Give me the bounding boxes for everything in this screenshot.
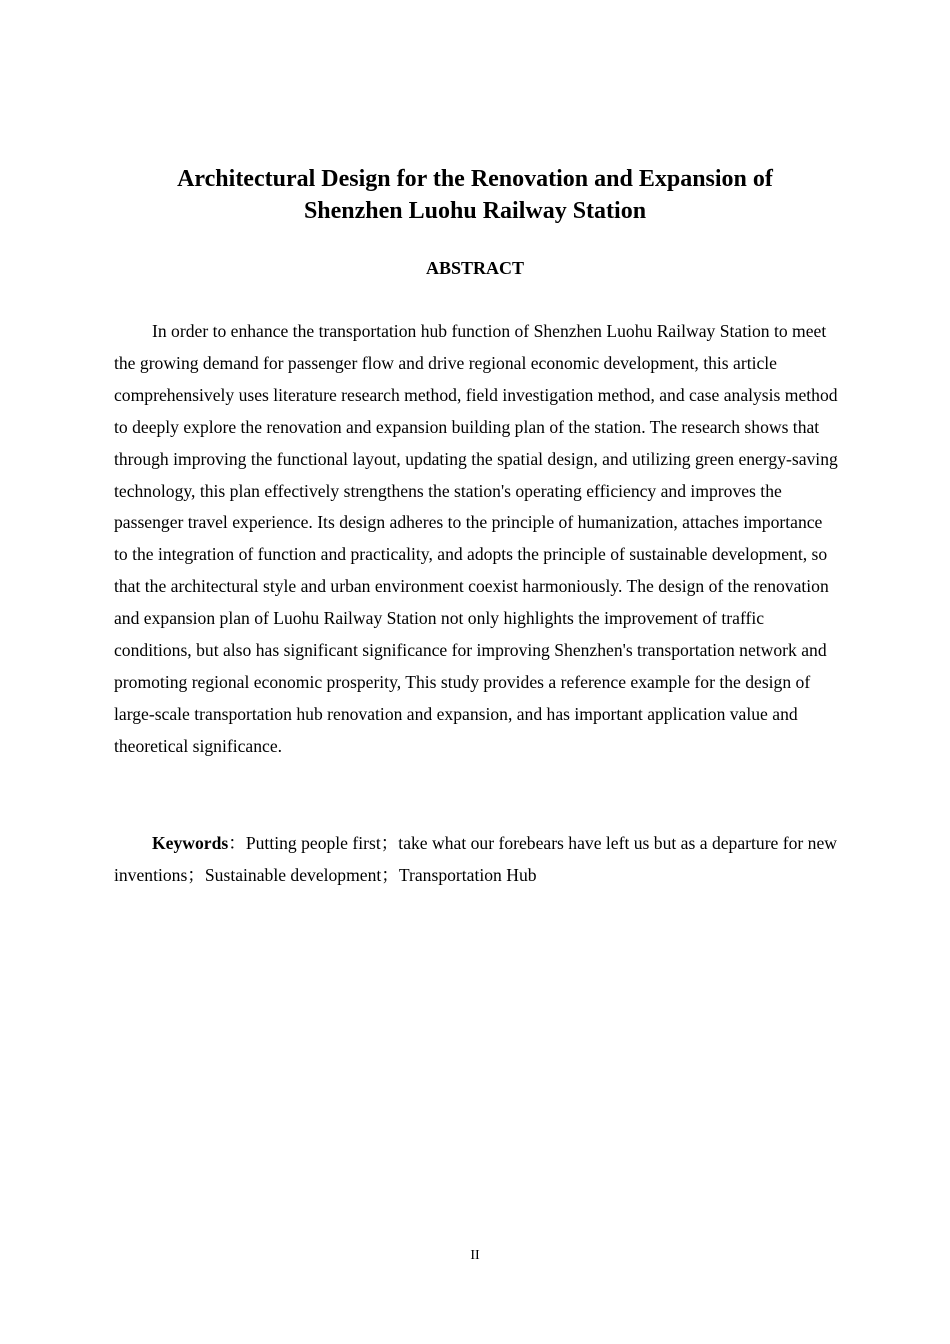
abstract-heading: ABSTRACT [425, 258, 525, 278]
paper-title-line-1: Architectural Design for the Renovation and Expansion of [177, 166, 773, 192]
page-number: II [470, 1248, 480, 1263]
paper-title [110, 163, 840, 227]
keywords-separator: ： [228, 833, 246, 853]
paper-title-line-2: Shenzhen Luohu Railway Station [303, 198, 647, 224]
keywords-paragraph [114, 828, 838, 892]
keywords-label: Keywords [152, 833, 229, 853]
keywords-text: Putting people first；take what our forebears have left us but as a departure for new inventions；Sustainable development；Transportation Hub [114, 833, 837, 885]
abstract-body: In order to enhance the transportation hub function of Shenzhen Luohu Railway Station to meet the growing demand for passenger flow and drive regional economic development, this article comprehensively uses literature research method, field investigation method, and case analysis method to deeply explore the renovation and expansion building plan of the station. The research shows that through improving the functional layout, updating the spatial design, and utilizing green energy-saving technology, this plan effectively strengthens the station's operating efficiency and improves the passenger travel experience. Its design adheres to the principle of humanization, attaches importance to the integration of function and practicality, and adopts the principle of sustainable development, so that the architectural style and urban environment coexist harmoniously. The design of the renovation and expansion plan of Luohu Railway Station not only highlights the improvement of traffic conditions, but also has significant significance for improving Shenzhen's transportation network and promoting regional economic prosperity, This study provides a reference example for the design of large-scale transportation hub renovation and expansion, and has important application value and theoretical significance. [114, 321, 838, 756]
